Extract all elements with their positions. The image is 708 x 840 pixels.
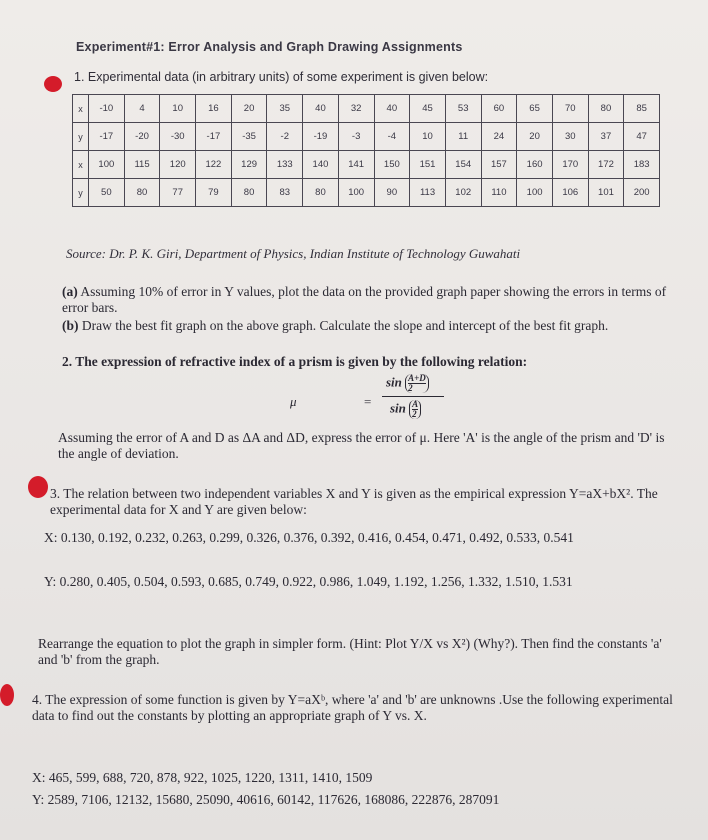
row-label: y — [73, 179, 89, 207]
table-cell: 90 — [374, 179, 410, 207]
formula-fraction-bar — [382, 396, 444, 397]
table-cell: 150 — [374, 151, 410, 179]
table-row — [73, 95, 660, 123]
table-cell: -10 — [89, 95, 125, 123]
row-label: x — [73, 151, 89, 179]
table-cell: 16 — [196, 95, 232, 123]
table-cell: 129 — [231, 151, 267, 179]
question-1b-label: (b) — [62, 318, 79, 333]
table-cell: 4 — [124, 95, 160, 123]
formula-numerator-arg — [405, 374, 429, 393]
question-1a-label: (a) — [62, 284, 78, 299]
table-cell: 47 — [624, 123, 660, 151]
table-cell: 30 — [552, 123, 588, 151]
red-marker-dot — [28, 476, 48, 498]
question-3-x-data: X: 0.130, 0.192, 0.232, 0.263, 0.299, 0.326, 0.376, 0.392, 0.416, 0.454, 0.471, 0.492, 0.533, 0.541 — [44, 530, 574, 545]
table-cell: 160 — [517, 151, 553, 179]
table-cell: -35 — [231, 123, 267, 151]
table-cell: 80 — [124, 179, 160, 207]
table-cell: 120 — [160, 151, 196, 179]
table-cell: 40 — [374, 95, 410, 123]
table-cell: -17 — [196, 123, 232, 151]
question-1b — [62, 318, 672, 334]
row-label: y — [73, 123, 89, 151]
table-cell: 37 — [588, 123, 624, 151]
formula-numerator-arg-bottom: 2 — [408, 383, 426, 393]
table-cell: 102 — [445, 179, 481, 207]
question-1b-text: Draw the best fit graph on the above graph. Calculate the slope and intercept of the best fit graph. — [81, 318, 609, 333]
formula-denominator-arg-top: A — [412, 399, 419, 409]
table-cell: 80 — [231, 179, 267, 207]
table-cell: 60 — [481, 95, 517, 123]
table-cell: 183 — [624, 151, 660, 179]
table-cell: 133 — [267, 151, 303, 179]
table-cell: 154 — [445, 151, 481, 179]
table-cell: -4 — [374, 123, 410, 151]
table-cell: 100 — [338, 179, 374, 207]
table-cell: 106 — [552, 179, 588, 207]
table-cell: 10 — [410, 123, 446, 151]
question-1a-text: Assuming 10% of error in Y values, plot the data on the provided graph paper showing the errors in terms of error bars. — [62, 284, 667, 315]
table-cell: 40 — [303, 95, 339, 123]
formula-denominator-arg — [409, 400, 421, 419]
question-3-y-data: Y: 0.280, 0.405, 0.504, 0.593, 0.685, 0.749, 0.922, 0.986, 1.049, 1.192, 1.256, 1.332, 1.510, 1.531 — [44, 574, 573, 589]
question-4: 4. The expression of some function is given by Y=aXᵇ, where 'a' and 'b' are unknowns .Use the following experimental data to find out the constants by plotting an appropriate graph of Y vs. X. — [32, 692, 673, 723]
formula-denominator-arg-bottom: 2 — [412, 409, 417, 419]
table-cell: 122 — [196, 151, 232, 179]
table-cell: 141 — [338, 151, 374, 179]
table-cell: -3 — [338, 123, 374, 151]
source-citation: Source: Dr. P. K. Giri, Department of Physics, Indian Institute of Technology Guwahati — [66, 246, 521, 261]
table-cell: 83 — [267, 179, 303, 207]
table-cell: -19 — [303, 123, 339, 151]
refractive-index-formula — [290, 372, 470, 424]
formula-numerator-arg-top: A+D — [408, 373, 426, 383]
table-cell: -17 — [89, 123, 125, 151]
table-cell: 140 — [303, 151, 339, 179]
table-cell: 50 — [89, 179, 125, 207]
table-cell: 110 — [481, 179, 517, 207]
table-cell: -2 — [267, 123, 303, 151]
table-cell: 32 — [338, 95, 374, 123]
formula-equals: = — [364, 394, 372, 409]
table-cell: -30 — [160, 123, 196, 151]
formula-denominator-sin: sin — [390, 400, 406, 416]
table-cell: 151 — [410, 151, 446, 179]
table-cell: 200 — [624, 179, 660, 207]
table-cell: 157 — [481, 151, 517, 179]
red-marker-dot — [0, 684, 14, 706]
question-3-rearrange: Rearrange the equation to plot the graph in simpler form. (Hint: Plot Y/X vs X²) (Why?). Then find the constants 'a' and 'b' from the graph. — [38, 636, 662, 667]
table-row — [73, 151, 660, 179]
question-3: 3. The relation between two independent variables X and Y is given as the empirical expression Y=aX+bX². The experimental data for X and Y are given below: — [50, 486, 658, 517]
table-cell: 113 — [410, 179, 446, 207]
table-cell: 80 — [588, 95, 624, 123]
table-row — [73, 179, 660, 207]
table-cell: 101 — [588, 179, 624, 207]
question-4-y-data: Y: 2589, 7106, 12132, 15680, 25090, 40616, 60142, 117626, 168086, 222876, 287091 — [32, 792, 500, 807]
table-cell: 80 — [303, 179, 339, 207]
question-1-intro: 1. Experimental data (in arbitrary units) of some experiment is given below: — [74, 70, 489, 84]
table-row — [73, 123, 660, 151]
experimental-data-table — [72, 94, 660, 207]
table-cell: 24 — [481, 123, 517, 151]
table-cell: 11 — [445, 123, 481, 151]
row-label: x — [73, 95, 89, 123]
table-cell: 85 — [624, 95, 660, 123]
table-cell: 20 — [517, 123, 553, 151]
table-cell: 115 — [124, 151, 160, 179]
table-cell: 100 — [89, 151, 125, 179]
assignment-heading: Experiment#1: Error Analysis and Graph Drawing Assignments — [76, 40, 463, 54]
table-cell: 77 — [160, 179, 196, 207]
table-cell: 70 — [552, 95, 588, 123]
table-cell: 20 — [231, 95, 267, 123]
table-cell: 45 — [410, 95, 446, 123]
question-2-followup: Assuming the error of A and D as ΔA and ΔD, express the error of μ. Here 'A' is the angle of the prism and 'D' is the angle of deviation. — [58, 430, 665, 461]
table-cell: 79 — [196, 179, 232, 207]
table-cell: 53 — [445, 95, 481, 123]
formula-denominator — [390, 400, 421, 419]
table-cell: 65 — [517, 95, 553, 123]
question-2: 2. The expression of refractive index of a prism is given by the following relation: — [62, 354, 528, 369]
formula-numerator-sin: sin — [386, 374, 402, 390]
formula-numerator — [386, 374, 429, 393]
table-cell: 10 — [160, 95, 196, 123]
table-cell: 172 — [588, 151, 624, 179]
table-cell: 35 — [267, 95, 303, 123]
table-cell: 100 — [517, 179, 553, 207]
table-cell: 170 — [552, 151, 588, 179]
question-4-x-data: X: 465, 599, 688, 720, 878, 922, 1025, 1220, 1311, 1410, 1509 — [32, 770, 373, 785]
formula-mu: μ — [290, 394, 297, 409]
table-cell: -20 — [124, 123, 160, 151]
question-1a — [62, 284, 672, 316]
red-marker-dot — [44, 76, 62, 92]
